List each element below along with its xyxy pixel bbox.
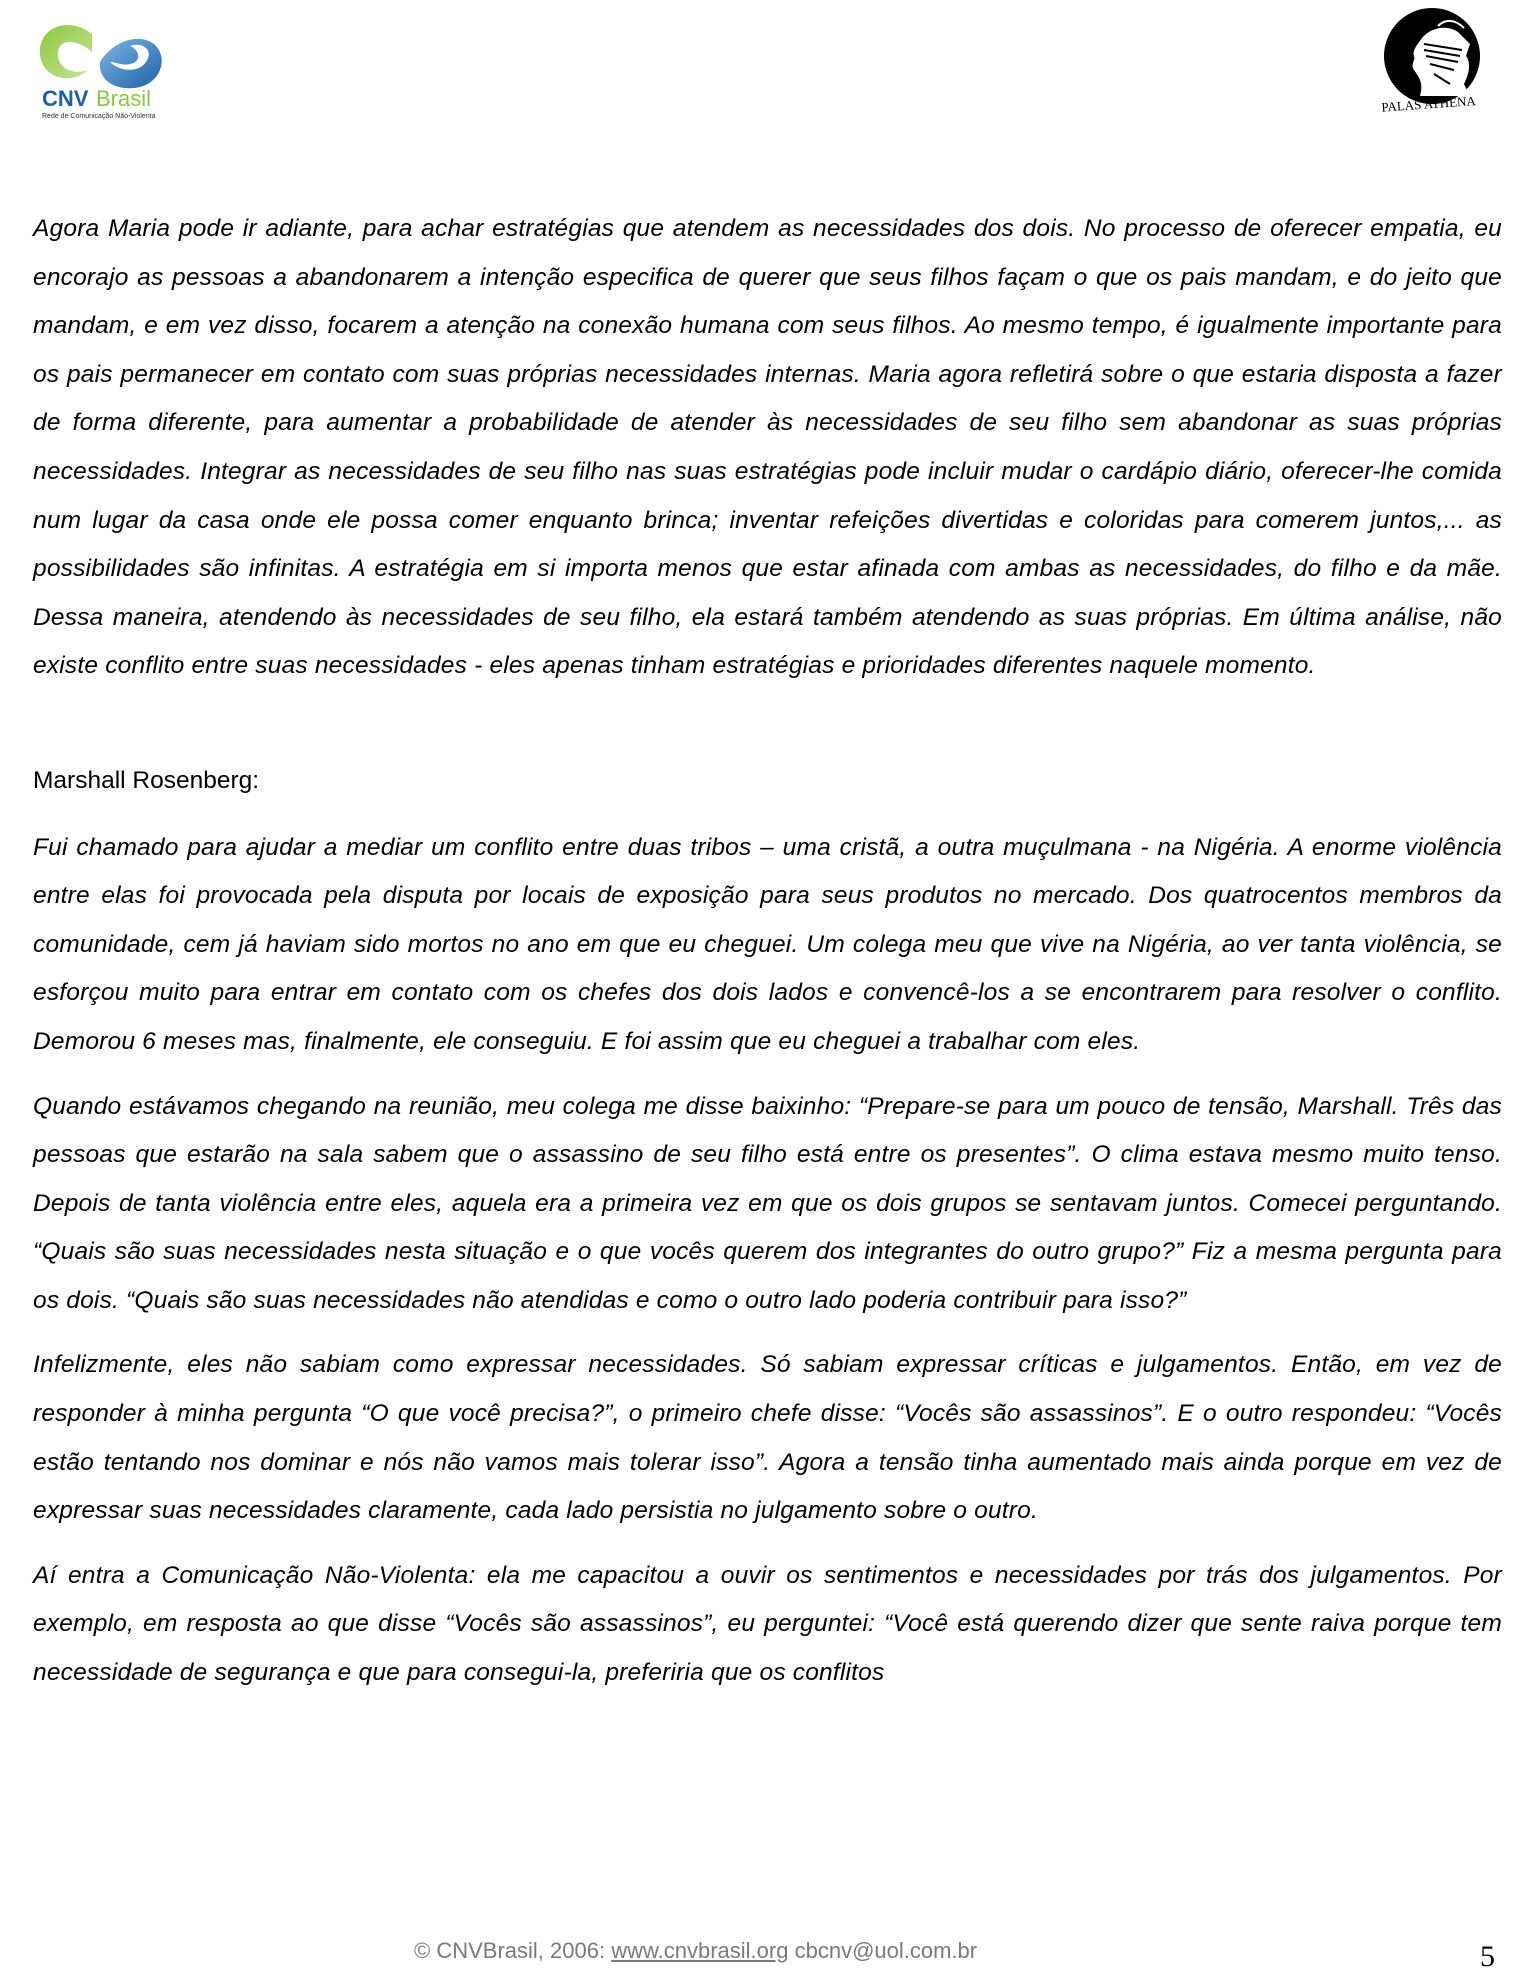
footer-copyright: © CNVBrasil, 2006: [414, 1938, 606, 1963]
logo-wordmark-brasil: Brasil [96, 86, 152, 111]
green-swirl-icon [40, 25, 92, 78]
paragraph-nvc-enters: Aí entra a Comunicação Não-Violenta: ela me capacitou a ouvir os sentimentos e necessidades por trás dos julgamentos. Por exemplo, em resposta ao que disse “Vocês são assassinos”, eu perguntei: “Você está querendo dizer que sente raiva porque tem necessidade de segurança e que para consegui-la, preferiria que os conflitos [33, 1561, 1502, 1687]
palas-athena-text: PALAS ATHENA [1380, 93, 1477, 115]
cnvbrasil-logo-graphic [30, 12, 180, 122]
cnvbrasil-logo [30, 12, 180, 122]
palas-athena-logo [1374, 4, 1494, 128]
paragraph-maria-strategies: Agora Maria pode ir adiante, para achar estratégias que atendem as necessidades dos dois. No processo de oferecer empatia, eu encorajo as pessoas a abandonarem a intenção especifica de querer que seus filhos façam o que os pais mandam, e do jeito que mandam, e em vez disso, focarem a atenção na conexão humana com seus filhos. Ao mesmo tempo, é igualmente importante para os pais permanecer em contato com suas próprias necessidades internas. Maria agora refletirá sobre o que estaria disposta a fazer de forma diferente, para aumentar a probabilidade de atender às necessidades de seu filho sem abandonar as suas próprias necessidades. Integrar as necessidades de seu filho nas suas estratégias pode incluir mudar o cardápio diário, oferecer-lhe comida num lugar da casa onde ele possa comer enquanto brinca; inventar refeições divertidas e coloridas para comerem juntos,... as possibilidades são infinitas. A estratégia em si importa menos que estar afinada com ambas as necessidades, do filho e da mãe. Dessa maneira, atendendo às necessidades de seu filho, ela estará também atendendo as suas próprias. Em última análise, não existe conflito entre suas necessidades - eles apenas tinham estratégias e prioridades diferentes naquele momento. [33, 215, 1502, 680]
footer-website-link[interactable]: www.cnvbrasil.org [611, 1938, 789, 1963]
palas-athena-emblem [1374, 4, 1494, 128]
footer-email: cbcnv@uol.com.br [794, 1938, 978, 1963]
logo-wordmark-cnv: CNV [42, 86, 89, 111]
page-number: 5 [1480, 1940, 1495, 1973]
paragraph-meeting-arrival: Quando estávamos chegando na reunião, meu colega me disse baixinho: “Prepare-se para um pouco de tensão, Marshall. Três das pessoas que estarão na sala sabem que o assassino de seu filho está entre os presentes”. O clima estava mesmo muito tenso. Depois de tanta violência entre eles, aquela era a primeira vez em que os dois grupos se sentavam juntos. Comecei perguntando. “Quais são suas necessidades nesta situação e o que vocês querem dos integrantes do outro grupo?” Fiz a mesma pergunta para os dois. “Quais são suas necessidades não atendidas e como o outro lado poderia contribuir para isso?” [33, 1092, 1502, 1314]
speaker-label: Marshall Rosenberg: [33, 766, 260, 794]
page-footer [414, 1938, 977, 1964]
paragraph-nigeria-conflict: Fui chamado para ajudar a mediar um conflito entre duas tribos – uma cristã, a outra muçulmana - na Nigéria. A enorme violência entre elas foi provocada pela disputa por locais de exposição para seus produtos no mercado. Dos quatrocentos membros da comunidade, cem já haviam sido mortos no ano em que eu cheguei. Um colega meu que vive na Nigéria, ao ver tanta violência, se esforçou muito para entrar em contato com os chefes dos dois lados e convencê-los a se encontrarem para resolver o conflito. Demorou 6 meses mas, finalmente, ele conseguiu. E foi assim que eu cheguei a trabalhar com eles. [33, 833, 1502, 1055]
document-body [33, 205, 1502, 1698]
logo-tagline: Rede de Comunicação Não-Violenta [42, 113, 156, 120]
paragraph-unmet-needs: Infelizmente, eles não sabiam como expressar necessidades. Só sabiam expressar críticas e julgamentos. Então, em vez de responder à minha pergunta “O que você precisa?”, o primeiro chefe disse: “Vocês são assassinos”. E o outro respondeu: “Vocês estão tentando nos dominar e nós não vamos mais tolerar isso”. Agora a tensão tinha aumentado mais ainda porque em vez de expressar suas necessidades claramente, cada lado persistia no julgamento sobre o outro. [33, 1351, 1502, 1525]
blue-swirl-icon [100, 39, 162, 88]
